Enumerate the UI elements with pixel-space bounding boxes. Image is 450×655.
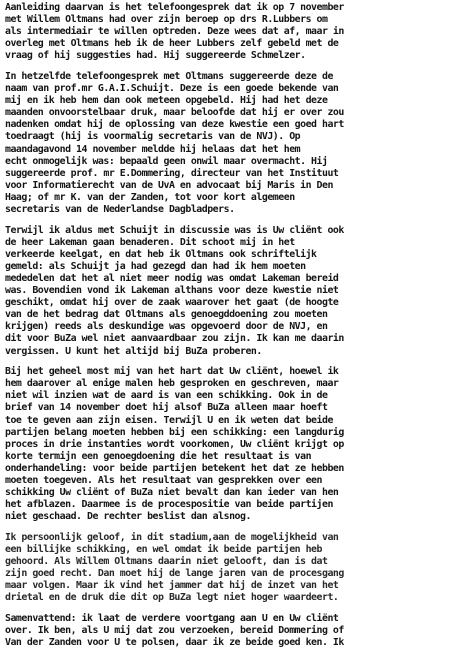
letter-paragraph bbox=[5, 532, 450, 605]
text-line: mij en ik heb hem dan ook meteen opgebeld. Hij had het deze bbox=[5, 95, 328, 107]
text-line: verkeerde keelgat, en dat heb ik Oltmans ook schriftelijk bbox=[5, 248, 317, 260]
text-line: vergissen. U kunt het altijd bij BuZa proberen. bbox=[5, 345, 262, 357]
text-line: Haag; of mr K. van der Zanden, tot voor kort algemeen bbox=[5, 191, 295, 203]
text-line: krijgen) reeds als deskundige was opgevoerd door de NVJ, en bbox=[5, 321, 328, 333]
text-line: van de het bedrag dat Oltmans als genoegddoening zou moeten bbox=[5, 309, 328, 321]
text-line: korte termijn een genoegdoening die het resultaat is van bbox=[5, 450, 312, 462]
text-line: Van der Zanden voor U te polsen, daar ik ze beide goed ken. Ik bbox=[5, 637, 344, 649]
text-line: moeten toegeven. Als het resultaat van gesprekken over een bbox=[5, 474, 322, 486]
text-line: toe te geven aan zijn eisen. Terwijl U en ik weten dat beide bbox=[5, 414, 333, 426]
text-line: drietal en de druk die dit op BuZa legt niet hoger waardeert. bbox=[5, 592, 339, 604]
text-line: secretaris van de Nederlandse Dagbladpers. bbox=[5, 204, 235, 215]
text-line: naam van prof.mr G.A.I.Schuijt. Deze is een goede bekende van bbox=[5, 83, 339, 95]
text-line: geschikt, omdat hij over de zaak waarover het gaat (de hoogte bbox=[5, 297, 339, 309]
text-line: suggereerde prof. mr E.Dommering, directeur van het Instituut bbox=[5, 167, 339, 179]
text-line: met Willem Oltmans had over zijn beroep op drs R.Lubbers om bbox=[5, 14, 328, 26]
letter-paragraph bbox=[5, 71, 450, 216]
text-line: voor Informatierecht van de UvA en advocaat bij Maris in Den bbox=[5, 179, 333, 191]
text-line: partijen belang moeten hebben bij een schikking: een langdurig bbox=[5, 426, 344, 438]
text-line: vraag of hij suggesties had. Hij suggereerde Schmelzer. bbox=[5, 50, 306, 62]
text-line: hem daarover al enige malen heb gesproken en geschreven, maar bbox=[5, 378, 339, 390]
text-line: echt onmogelijk was: bepaald geen onwil maar overmacht. Hij bbox=[5, 155, 328, 167]
text-line: mededelen dat het al niet meer nodig was omdat Lakeman bereid bbox=[5, 272, 339, 284]
text-line: gehoord. Als Willem Oltmans daarin niet gelooft, dan is dat bbox=[5, 556, 328, 568]
text-line: zijn goed recht. Dan moet hij de lange jaren van de procesgang bbox=[5, 568, 344, 580]
text-line: nadenken omdat hij de oplossing van deze kwestie een goed hart bbox=[5, 119, 344, 131]
letter-paragraph bbox=[5, 366, 450, 523]
letter-page bbox=[5, 2, 450, 655]
text-line: niet wil inzien wat de aard is van een schikking. Ook in de bbox=[5, 390, 328, 402]
text-line: Aanleiding daarvan is het telefoongesprek dat ik op 7 november bbox=[5, 2, 344, 13]
text-line: Bij het geheel most mij van het hart dat Uw cliënt, hoewel ik bbox=[5, 366, 339, 378]
letter-paragraph bbox=[5, 2, 450, 62]
letter-paragraph bbox=[5, 225, 450, 358]
text-line: Terwijl ik aldus met Schuijt in discussie was is Uw cliënt ook bbox=[5, 224, 344, 236]
text-line: onderhandeling: voor beide partijen betekent het dat ze hebben bbox=[5, 462, 344, 474]
text-line: proces in drie instanties wordt voorkomen, Uw cliënt krijgt op bbox=[5, 438, 344, 450]
text-line: maanden onvoorstelbaar druk, maar beloofde dat hij er over zou bbox=[5, 107, 344, 119]
text-line: gemeld: als Schuijt ja had gezegd dan had ik hem moeten bbox=[5, 260, 306, 272]
text-line: dit voor BuZa wel niet aanvaardbaar zou zijn. Ik kan me daarin bbox=[5, 333, 344, 345]
text-line: maandagavond 14 november meldde hij helaas dat het hem bbox=[5, 143, 301, 155]
text-line: overleg met Oltmans heb ik de heer Lubbers zelf gebeld met de bbox=[5, 38, 339, 50]
text-line: Ik persoonlijk geloof, in dit stadium,aan de mogelijkheid van bbox=[5, 531, 339, 543]
text-line: over. Ik ben, als U mij dat zou verzoeken, bereid Dommering of bbox=[5, 625, 344, 636]
text-line: brief van 14 november doet hij alsof BuZa alleen maar hoeft bbox=[5, 402, 328, 414]
text-line: Samenvattend: ik laat de verdere voortgang aan U en Uw cliënt bbox=[5, 612, 339, 624]
letter-paragraph bbox=[5, 613, 450, 649]
text-line: toedraagt (hij is voormalig secretaris van de NVJ). Op bbox=[5, 131, 301, 143]
text-line: niet geschaad. De rechter beslist dan alsnog. bbox=[5, 511, 251, 523]
text-line: schikking Uw cliënt of BuZa niet bevalt dan kan ieder van hen bbox=[5, 487, 339, 499]
text-line: de heer Lakeman gaan benaderen. Dit schoot mij in het bbox=[5, 236, 295, 248]
text-line: het afblazen. Daarmee is de procespositie van beide partijen bbox=[5, 499, 333, 511]
text-line: een billijke schikking, en wel omdat ik beide partijen heb bbox=[5, 543, 322, 555]
text-line: maar volgen. Maar ik vind het jammer dat hij de inzet van het bbox=[5, 580, 339, 592]
text-line: was. Bovendien vond ik Lakeman althans voor deze kwestie niet bbox=[5, 285, 339, 297]
text-line: In hetzelfde telefoongesprek met Oltmans suggereerde deze de bbox=[5, 70, 333, 82]
text-line: als intermediair te willen optreden. Deze wees dat af, maar in bbox=[5, 26, 344, 38]
